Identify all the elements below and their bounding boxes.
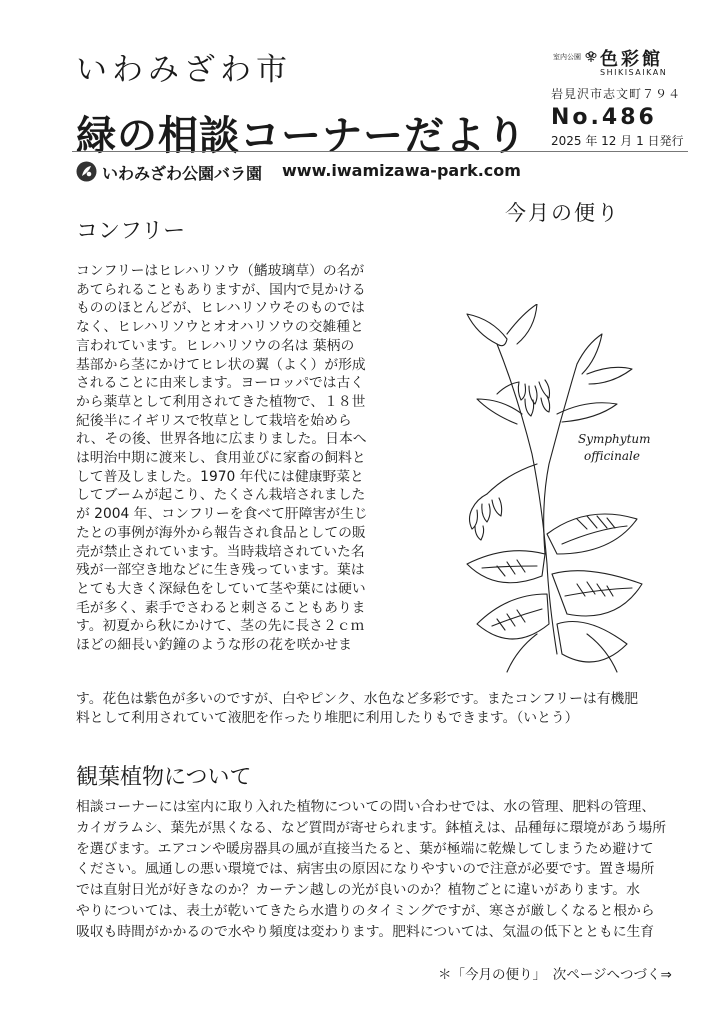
text-line: 吸収も時間がかかるので水やり頻度は変わります。肥料については、気温の低下とともに生育 bbox=[76, 923, 655, 940]
logo-roman: SHIKISAIKAN bbox=[600, 68, 668, 77]
flower-cluster bbox=[470, 494, 502, 540]
species-genus: Symphytum bbox=[578, 432, 651, 446]
city-name: いわみざわ市 bbox=[76, 52, 292, 88]
text-line: 料として利用されていて液肥を作ったり堆肥に利用したりもできます。（いとう） bbox=[76, 709, 579, 726]
species-epithet: officinale bbox=[584, 449, 640, 463]
logo-subtitle: 室内公園 bbox=[553, 53, 581, 61]
text-line: から薬草として利用されてきた植物で、１８世 bbox=[76, 393, 366, 410]
address: 岩見沢市志文町７９４ bbox=[551, 87, 682, 101]
text-line: 紀後半にイギリスで牧草として栽培を始めら bbox=[76, 412, 352, 429]
text-line: 基部から茎にかけてヒレ状の翼（よく）が形成 bbox=[76, 356, 366, 373]
text-line: なく、ヒレハリソウとオオハリソウの交雑種と bbox=[76, 319, 364, 336]
text-line: 残が一部空き地などに生き残っています。葉は bbox=[76, 562, 365, 579]
comfrey-illustration bbox=[437, 304, 677, 674]
park-url[interactable]: www.iwamizawa-park.com bbox=[282, 161, 521, 180]
text-line: は明治中期に渡来し、食用並びに家畜の飼料と bbox=[76, 450, 366, 467]
text-line: れ、その後、世界各地に広まりました。日本へ bbox=[76, 431, 367, 448]
text-line: 売が禁止されています。当時栽培されていた名 bbox=[76, 543, 365, 560]
text-line: す。花色は紫色が多いのですが、白やピンク、水色など多彩です。またコンフリーは有機肥 bbox=[76, 691, 639, 707]
article-body-comfrey bbox=[76, 262, 368, 655]
header-divider bbox=[72, 151, 688, 152]
park-name: いわみざわ公園バラ園 bbox=[102, 164, 263, 183]
flower-logo-icon bbox=[584, 49, 598, 63]
article-body-comfrey-continued bbox=[76, 690, 638, 727]
text-line: 相談コーナーには室内に取り入れた植物についての問い合わせでは、水の管理、肥料の管理、 bbox=[76, 799, 656, 815]
park-logo-icon bbox=[76, 161, 97, 182]
article-heading-comfrey: コンフリー bbox=[76, 219, 186, 244]
article-heading-houseplants: 観葉植物について bbox=[76, 765, 252, 790]
text-line: 毛が多く、素手でさわると刺さることもありま bbox=[76, 599, 366, 616]
text-line: ほどの細長い釣鐘のような形の花を咲かせま bbox=[76, 637, 352, 654]
logo-name: 色彩館 bbox=[600, 49, 663, 70]
issue-date: 2025 年 12 月 1 日発行 bbox=[551, 134, 684, 148]
text-line: あてられることもありますが、国内で見かける bbox=[76, 281, 366, 298]
text-line: を選びます。エアコンや暖房器具の風が直接当たると、葉が極端に乾燥してしまうため避けて bbox=[76, 840, 654, 857]
text-line: では直射日光が好きなのか？カーテン越しの光が良いのか？植物ごとに違いがあります。水 bbox=[76, 882, 640, 899]
text-line: もののほとんどが、ヒレハリソウそのものでは bbox=[76, 300, 365, 317]
text-line: す。初夏から秋にかけて、茎の先に長さ２ｃｍ bbox=[76, 618, 365, 635]
text-line: してブームが起こり、たくさん栽培されました bbox=[76, 487, 366, 504]
illustration-caption bbox=[578, 431, 651, 465]
text-line: が 2004 年、コンフリーを食べて肝障害が生じ bbox=[76, 506, 368, 523]
text-line: やりについては、表土が乾いてきたら水遣りのタイミングですが、寒さが厳しくなると根から bbox=[76, 902, 655, 919]
text-line: カイガラムシ、葉先が黒くなる、など質問が寄せられます。鉢植えは、品種毎に環境があう場所 bbox=[76, 819, 667, 836]
flower-cluster bbox=[518, 380, 549, 416]
text-line: 言われています。ヒレハリソウの名は 葉柄の bbox=[76, 337, 355, 354]
article-body-houseplants bbox=[76, 797, 666, 943]
page-title: 緑の相談コーナーだより bbox=[76, 113, 527, 159]
section-label: 今月の便り bbox=[505, 201, 620, 225]
text-line: して普及しました。1970 年代には健康野菜と bbox=[76, 468, 364, 485]
text-line: ください。風通しの悪い環境では、病害虫の原因になりやすいので注意が必要です。置き場所 bbox=[76, 861, 655, 878]
text-line: たとの事例が海外から報告され食品としての販 bbox=[76, 524, 366, 541]
text-line: とても大きく深緑色をしていて茎や葉には硬い bbox=[76, 580, 366, 597]
text-line: されることに由来します。ヨーロッパでは古く bbox=[76, 375, 365, 392]
continued-note: ＊「今月の便り」 次ページへつづく⇒ bbox=[438, 967, 672, 983]
text-line: コンフリーはヒレハリソウ（鰭玻璃草）の名が bbox=[76, 263, 365, 279]
issue-number: No.486 bbox=[551, 105, 657, 130]
